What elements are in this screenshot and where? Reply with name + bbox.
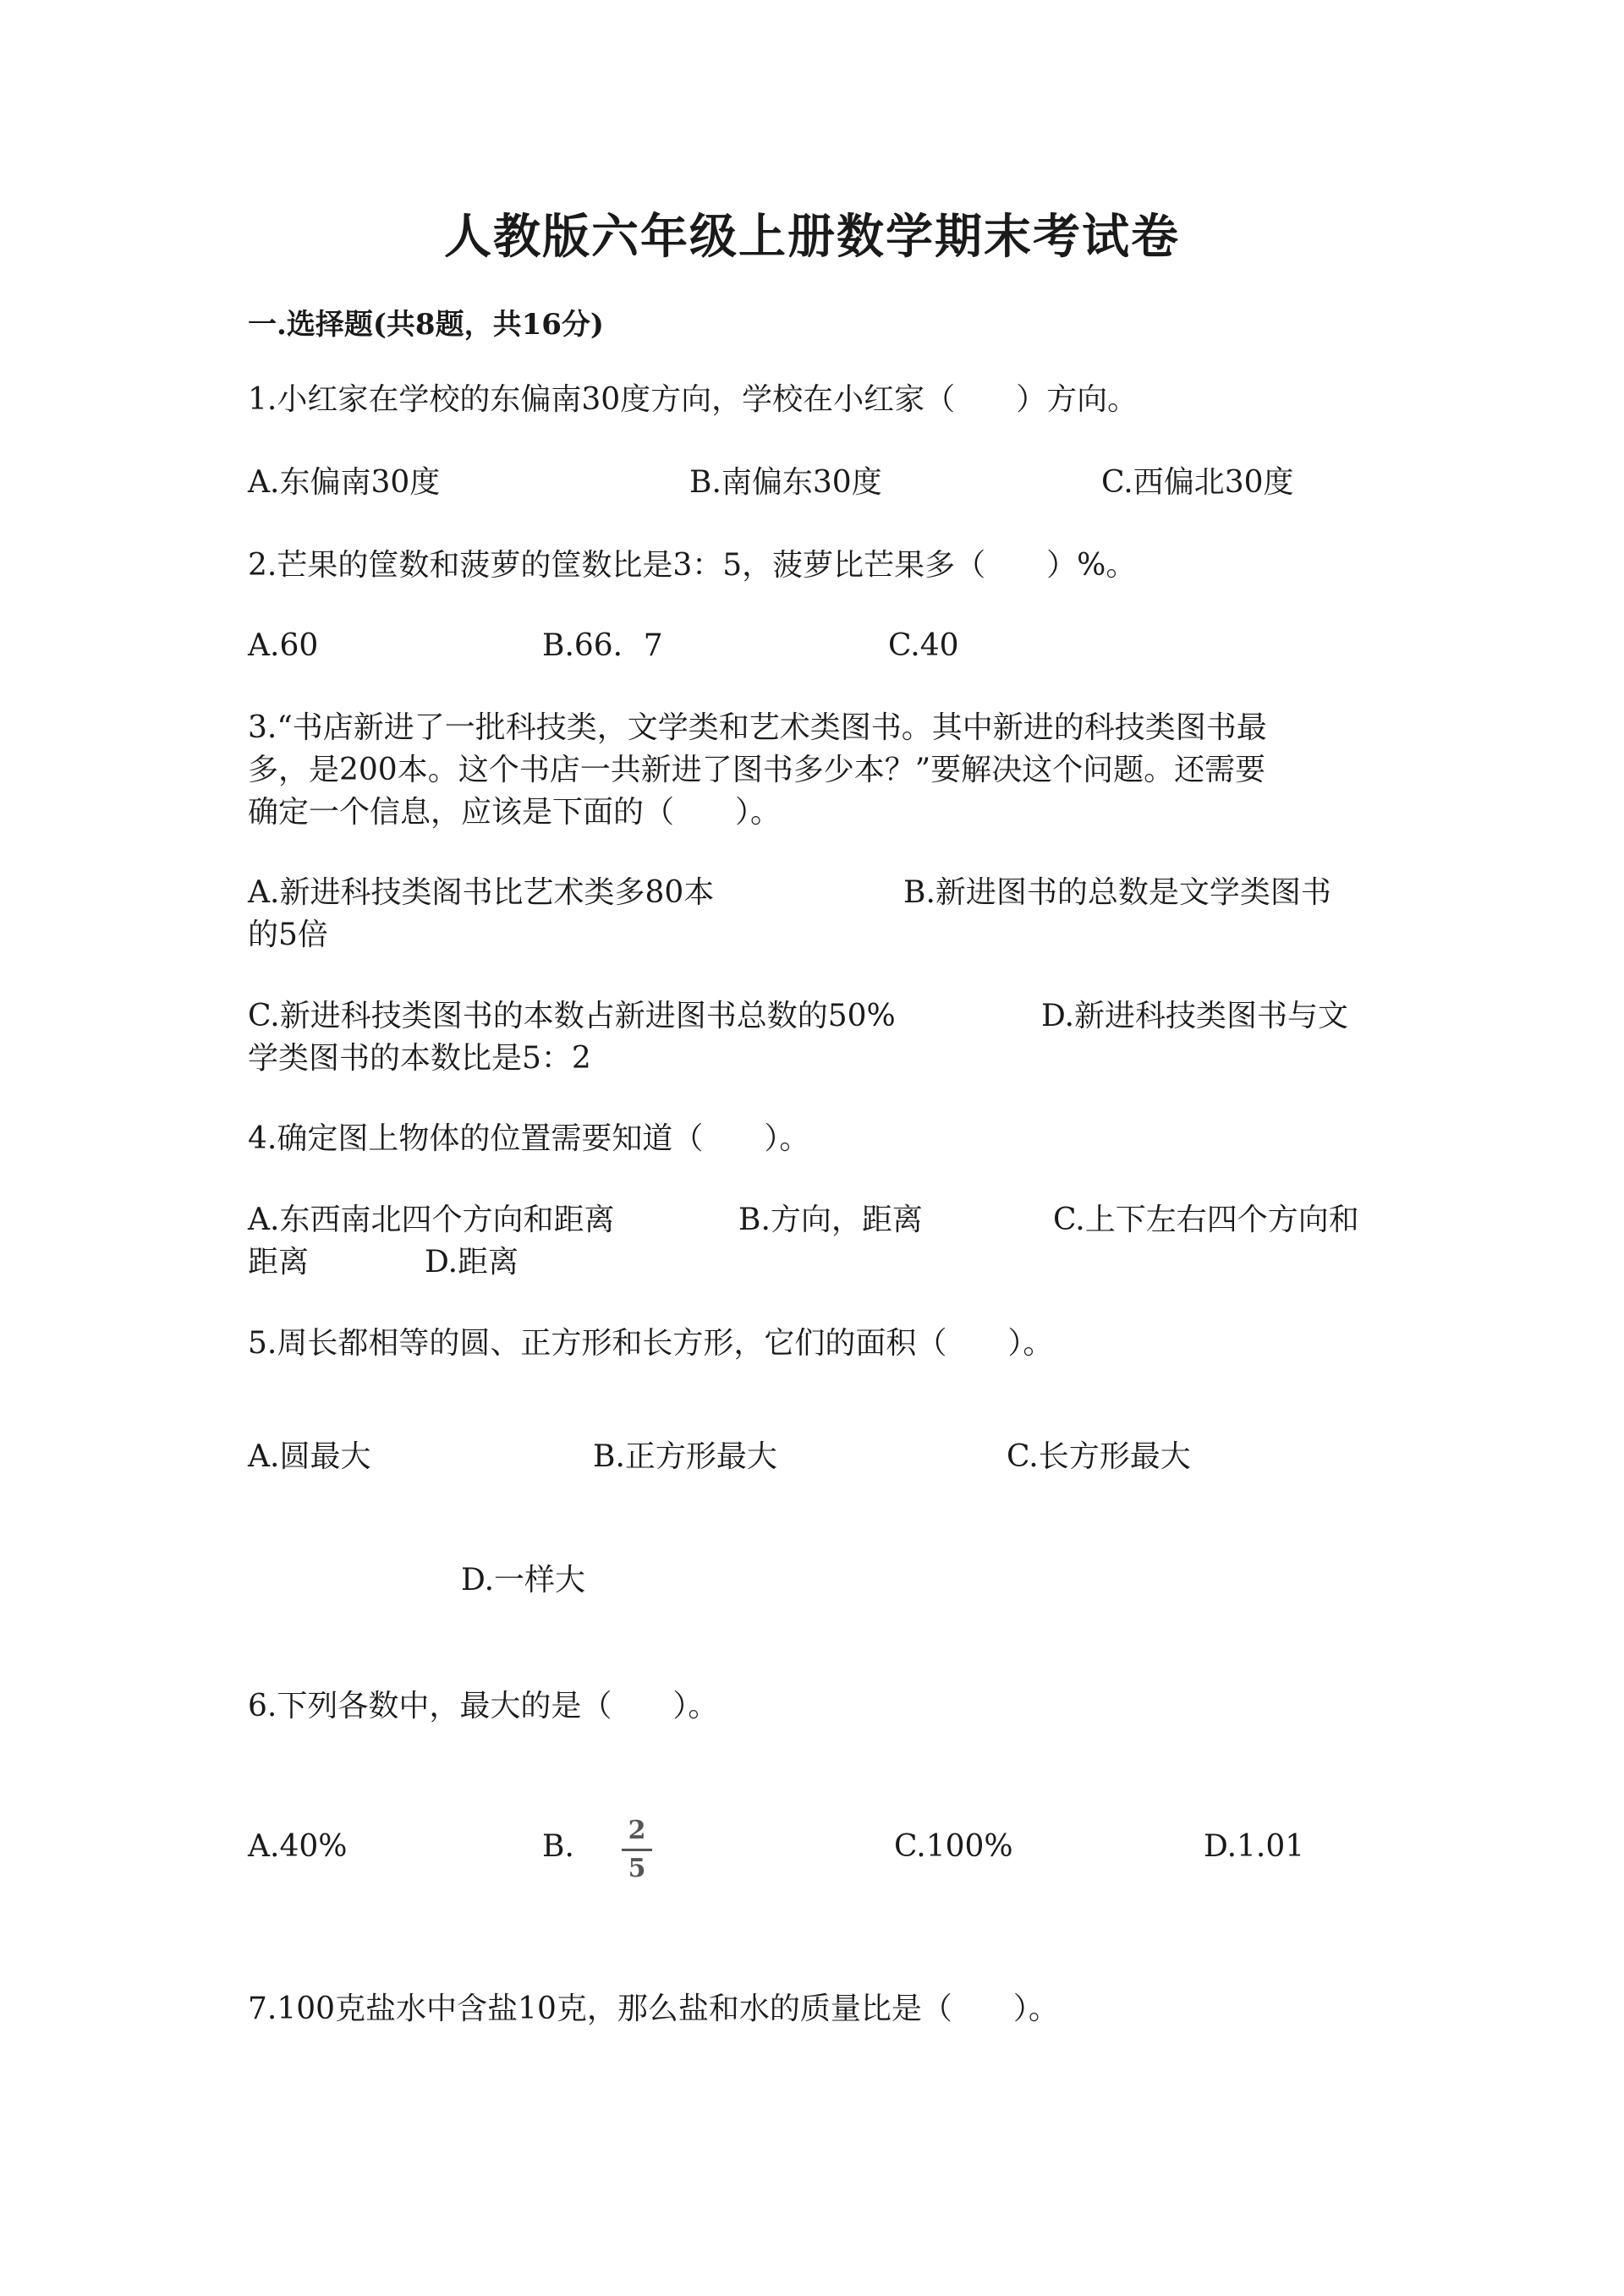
q3-option-b-line-1: B.新进图书的总数是文学类图书 <box>903 875 1331 910</box>
q5-option-d: D.一样大 <box>461 1563 586 1597</box>
q3-option-d-line-1: D.新进科技类图书与文 <box>1041 999 1349 1033</box>
q6-option-d: D.1.01 <box>1204 1829 1305 1864</box>
q5-stem: 5.周长都相等的圆、正方形和长方形，它们的面积（ ）。 <box>248 1326 1054 1361</box>
q3-option-c: C.新进科技类图书的本数占新进图书总数的50% <box>248 999 896 1033</box>
q1-stem: 1.小红家在学校的东偏南30度方向，学校在小红家（ ）方向。 <box>248 382 1138 417</box>
q3-option-a: A.新进科技类阁书比艺术类多80本 <box>248 875 715 910</box>
fraction-bar <box>622 1849 652 1851</box>
q6-option-a: A.40% <box>248 1829 348 1864</box>
q5-option-b: B.正方形最大 <box>593 1439 777 1474</box>
q1-option-a: A.东偏南30度 <box>248 465 441 500</box>
exam-title: 人教版六年级上册数学期末考试卷 <box>444 209 1180 265</box>
q2-stem: 2.芒果的筐数和菠萝的筐数比是3：5，菠萝比芒果多（ ）%。 <box>248 548 1137 583</box>
q5-option-c: C.长方形最大 <box>1007 1439 1191 1474</box>
q3-stem-line-2: 多，是200本。这个书店一共新进了图书多少本？”要解决这个问题。还需要 <box>248 753 1266 787</box>
q4-stem: 4.确定图上物体的位置需要知道（ ）。 <box>248 1121 810 1156</box>
q5-option-a: A.圆最大 <box>248 1439 371 1474</box>
q3-option-b-line-2: 的5倍 <box>248 918 328 952</box>
fraction-denominator: 5 <box>628 1854 646 1883</box>
q3-stem-line-1: 3.“书店新进了一批科技类，文学类和艺术类图书。其中新进的科技类图书最 <box>248 710 1267 745</box>
q6-option-c: C.100% <box>894 1829 1013 1864</box>
fraction-numerator: 2 <box>628 1816 646 1845</box>
q4-option-b: B.方向，距离 <box>738 1203 923 1237</box>
q2-option-c: C.40 <box>888 628 959 663</box>
section-heading: 一.选择题(共8题，共16分) <box>248 308 604 342</box>
q4-option-d: D.距离 <box>425 1245 519 1280</box>
q2-option-a: A.60 <box>248 628 319 663</box>
q2-option-b: B.66．7 <box>542 628 663 663</box>
q6-option-b-fraction <box>620 1818 654 1882</box>
q4-option-c-line-2: 距离 <box>248 1245 310 1280</box>
q1-option-c: C.西偏北30度 <box>1101 465 1294 500</box>
q4-option-c-line-1: C.上下左右四个方向和 <box>1053 1203 1359 1237</box>
q3-option-d-line-2: 学类图书的本数比是5：2 <box>248 1041 591 1076</box>
q6-stem: 6.下列各数中，最大的是（ ）。 <box>248 1689 719 1723</box>
q4-option-a: A.东西南北四个方向和距离 <box>248 1203 615 1237</box>
q6-option-b-label: B. <box>542 1829 574 1864</box>
q3-stem-line-3: 确定一个信息，应该是下面的（ ）。 <box>248 795 782 830</box>
q7-stem: 7.100克盐水中含盐10克，那么盐和水的质量比是（ ）。 <box>248 1992 1059 2026</box>
q1-option-b: B.南偏东30度 <box>689 465 882 500</box>
